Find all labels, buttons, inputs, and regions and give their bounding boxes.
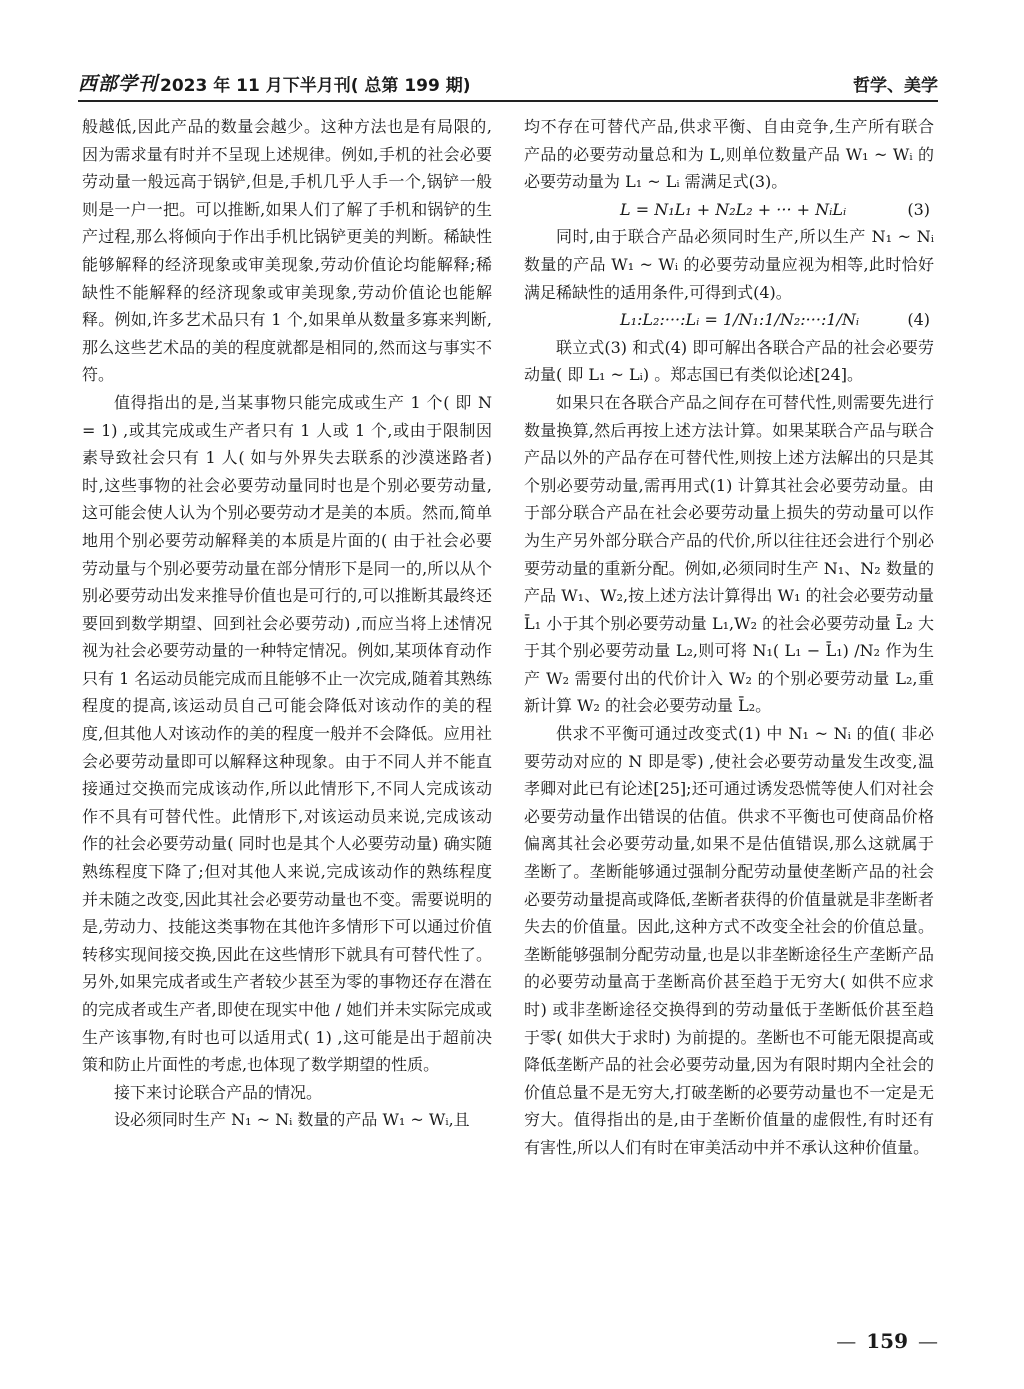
paragraph: 如果只在各联合产品之间存在可替代性,则需要先进行数量换算,然后再按上述方法计算。如果某联合产品与联合产品以外的产品存在可替代性,则按上述方法解出的只是其个别必要劳动量,需再用式(1) 计算其社会必要劳动量。由于部分联合产品在社会必要劳动量上损失的劳动量可以作为生产另外部分联合产品的代价,所以往往还会进行个别必要劳动量的重新分配。例如,必须同时生产 N₁、N₂ 数量的产品 W₁、W₂,按上述方法计算得出 W₁ 的社会必要劳动量 L̄₁ 小于其个别必要劳动量 L₁,W₂ 的社会必要劳动量 L̄₂ 大于其个别必要劳动量 L₂,则可将 N₁( L₁ − L̄₁) /N₂ 作为生产 W₂ 需要付出的代价计入 W₂ 的个别必要劳动量 L₂,重新计算 W₂ 的社会必要劳动量 L̄₂。	[524, 392, 934, 716]
equation-number: (4)	[907, 310, 930, 330]
section-title: 哲学、美学	[853, 76, 938, 96]
paragraph: 设必须同时生产 N₁ ~ Nᵢ 数量的产品 W₁ ~ Wᵢ,且	[114, 1110, 470, 1130]
equation-4	[524, 306, 934, 334]
page-number: 159	[866, 1329, 908, 1353]
journal-logo: 西部学刊	[78, 73, 159, 95]
paragraph: 均不存在可替代产品,供求平衡、自由竞争,生产所有联合产品的必要劳动量总和为 L,则单位数量产品 W₁ ~ Wᵢ 的必要劳动量为 L₁ ~ Lᵢ 需满足式(3)。	[524, 117, 934, 192]
equation-body: L₁:L₂:···:Lᵢ = 1/N₁:1/N₂:···:1/Nᵢ	[620, 310, 860, 330]
paragraph: 联立式(3) 和式(4) 即可解出各联合产品的社会必要劳动量( 即 L₁ ~ Lᵢ) 。郑志国已有类似论述[24]。	[524, 337, 934, 385]
equation-body: L = N₁L₁ + N₂L₂ + ··· + NᵢLᵢ	[620, 199, 847, 219]
right-column	[524, 113, 934, 1162]
paragraph: 值得指出的是,当某事物只能完成或生产 1 个( 即 N = 1) ,或其完成或生产者只有 1 人或 1 个,或由于限制因素导致社会只有 1 人( 如与外界失去联系的沙漠迷路者) 时,这些事物的社会必要劳动量同时也是个别必要劳动量,这可能会使人认为个别必要劳动才是美的本质。然而,简单地用个别必要劳动解释美的本质是片面的( 由于社会必要劳动量与个别必要劳动量在部分情形下是同一的,所以从个别必要劳动出发来推导价值也是可行的,可以推断其最终还要回到数学期望、回到社会必要劳动) ,而应当将上述情况视为社会必要劳动量的一种特定情况。例如,某项体育动作只有 1 名运动员能完成而且能够不止一次完成,随着其熟练程度的提高,该运动员自己可能会降低对该动作的美的程度,但其他人对该动作的美的程度一般并不会降低。应用社会必要劳动量即可以解释这种现象。由于不同人并不能直接通过交换而完成该动作,所以此情形下,不同人完成该动作不具有可替代性。此情形下,对该运动员来说,完成该动作的社会必要劳动量( 同时也是其个人必要劳动量) 确实随熟练程度下降了;但对其他人来说,完成该动作的熟练程度并未随之改变,因此其社会必要劳动量也不变。需要说明的是,劳动力、技能这类事物在其他许多情形下可以通过价值转移实现间接交换,因此在这些情形下就具有可替代性了。另外,如果完成者或生产者较少甚至为零的事物还存在潜在的完成者或生产者,即使在现实中他 / 她们并未实际完成或生产该事物,有时也可以适用式( 1) ,这可能是出于超前决策和防止片面性的考虑,也体现了数学期望的性质。	[82, 392, 492, 1075]
running-header	[78, 70, 938, 102]
issue-info: 2023 年 11 月下半月刊( 总第 199 期)	[160, 76, 471, 96]
left-column	[82, 113, 492, 1134]
paragraph: 接下来讨论联合产品的情况。	[114, 1082, 323, 1102]
page-footer	[836, 1329, 938, 1353]
footer-dash-right: —	[918, 1329, 938, 1353]
paragraph: 般越低,因此产品的数量会越少。这种方法也是有局限的,因为需求量有时并不呈现上述规律。例如,手机的社会必要劳动量一般远高于锅铲,但是,手机几乎人手一个,锅铲一般则是一户一把。可以推断,如果人们了解了手机和锅铲的生产过程,那么将倾向于作出手机比锅铲更美的判断。稀缺性能够解释的经济现象或审美现象,劳动价值论均能解释;稀缺性不能解释的经济现象或审美现象,劳动价值论也能解释。例如,许多艺术品只有 1 个,如果单从数量多寡来判断,那么这些艺术品的美的程度就都是相同的,然而这与事实不符。	[82, 117, 492, 385]
paragraph: 同时,由于联合产品必须同时生产,所以生产 N₁ ~ Nᵢ 数量的产品 W₁ ~ Wᵢ 的必要劳动量应视为相等,此时恰好满足稀缺性的适用条件,可得到式(4)。	[524, 227, 934, 302]
paragraph: 供求不平衡可通过改变式(1) 中 N₁ ~ Nᵢ 的值( 非必要劳动对应的 N 即是零) ,使社会必要劳动量发生改变,温孝卿对此已有论述[25];还可通过诱发恐慌等使人们对社会必要劳动量作出错误的估值。供求不平衡也可使商品价格偏离其社会必要劳动量,如果不是估值错误,那么这就属于垄断了。垄断能够通过强制分配劳动量使垄断产品的社会必要劳动量提高或降低,垄断者获得的价值量就是非垄断者失去的价值量。因此,这种方式不改变全社会的价值总量。垄断能够强制分配劳动量,也是以非垄断途径生产垄断产品的必要劳动量高于垄断高价甚至趋于无穷大( 如供不应求时) 或非垄断途径交换得到的劳动量低于垄断低价甚至趋于零( 如供大于求时) 为前提的。垄断也不可能无限提高或降低垄断产品的社会必要劳动量,因为有限时期内全社会的价值总量不是无穷大,打破垄断的必要劳动量也不一定是无穷大。值得指出的是,由于垄断价值量的虚假性,有时还有有害性,所以人们有时在审美活动中并不承认这种价值量。	[524, 724, 934, 1157]
header-left	[78, 69, 471, 96]
footer-dash-left: —	[836, 1329, 857, 1353]
equation-number: (3)	[907, 199, 930, 219]
equation-3	[524, 196, 934, 224]
